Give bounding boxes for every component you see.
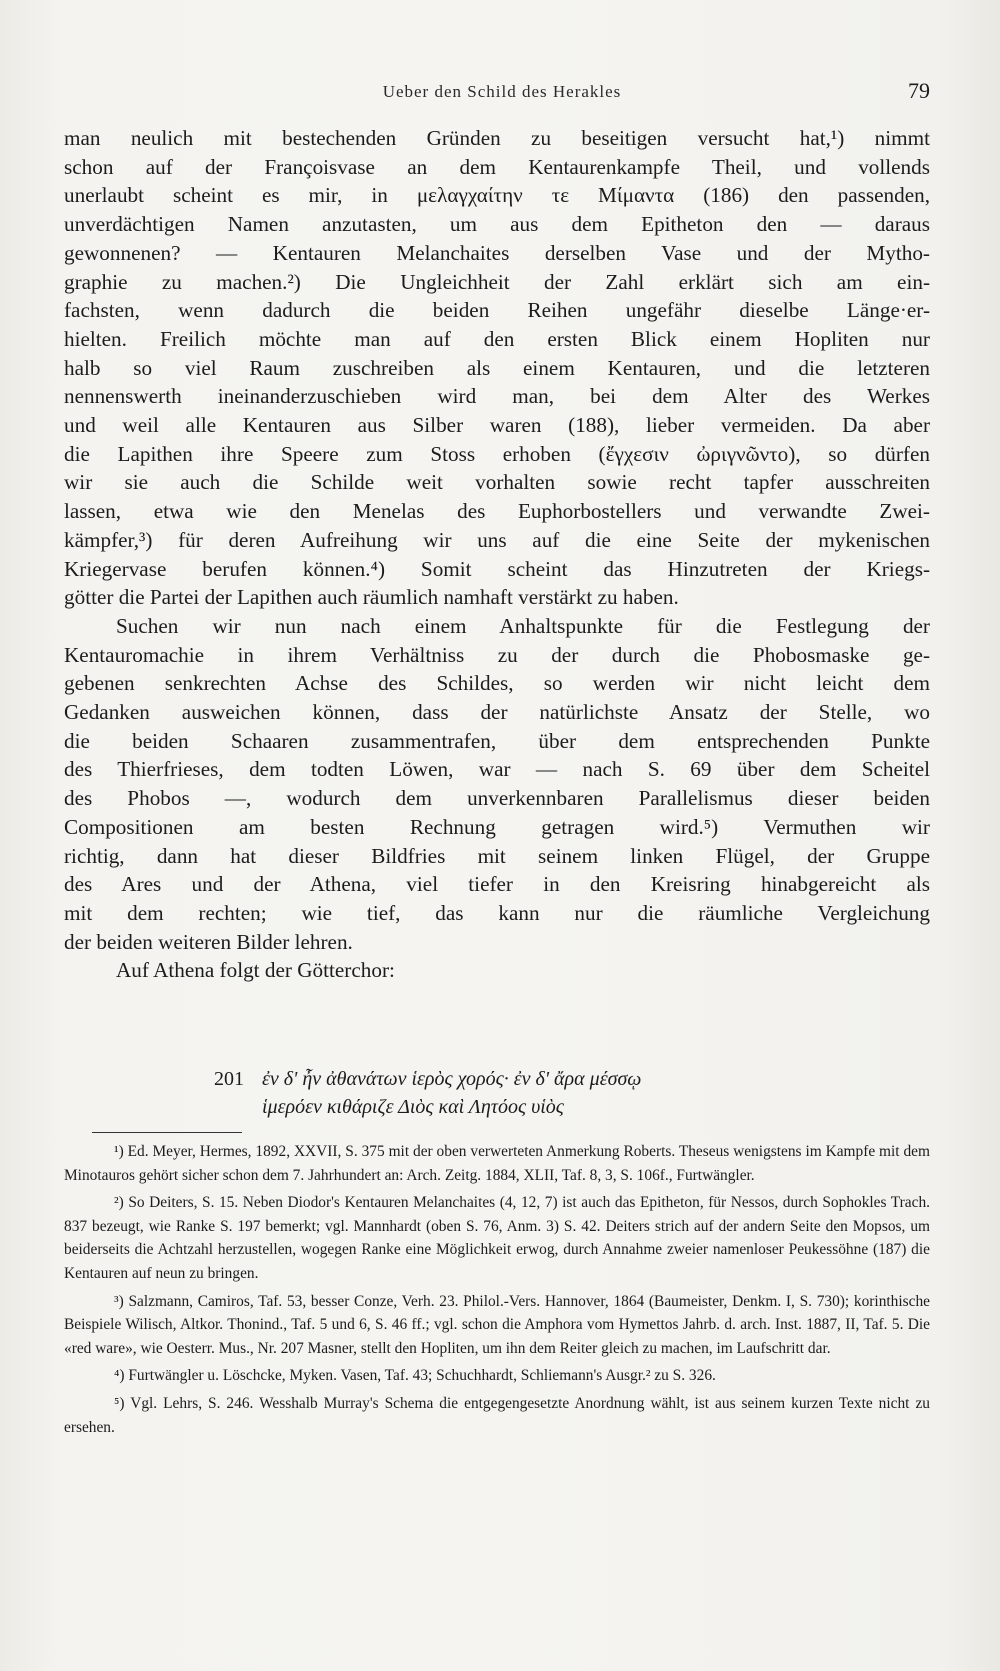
text-line: Gedanken ausweichen können, dass der natürlichste Ansatz der Stelle, wo — [64, 700, 930, 725]
verse-number: 201 — [214, 1068, 244, 1090]
text-line: schon auf der Françoisvase an dem Kentaurenkampfe Theil, und vollends — [64, 154, 930, 179]
text-line: mit dem rechten; wie tief, das kann nur die räumliche Vergleichung — [64, 900, 930, 925]
text-line: gewonnenen? — Kentauren Melanchaites derselben Vase und der Mytho- — [64, 240, 930, 265]
text-line: unverdächtigen Namen anzutasten, um aus dem Epitheton den — daraus — [64, 212, 930, 237]
text-line: graphie zu machen.²) Die Ungleichheit der Zahl erklärt sich am ein- — [64, 269, 930, 294]
footnote-text: Salzmann, Camiros, Taf. 53, besser Conze, Verh. 23. Philol.-Vers. Hannover, 1864 (Baumeister, Denkm. I, S. 730); korinthische Beispiele Wilisch, Altkor. Thonind., Taf. 5 und 6, S. 46 ff.; vgl. schon die Amphora vom Hymettos Jahrb. d. arch. Inst. 1887, II, Taf. 5. Die «red ware», wie Oesterr. Mus., Nr. 207 Masner, stellt den Hopliten, um ihn dem Reiter gleich zu machen, im Laufschritt dar. — [64, 1292, 930, 1357]
verse-line-2: ἱμερόεν κιθάριζε Διὸς καὶ Λητόος υἱὸς — [262, 1096, 564, 1118]
page-header — [64, 78, 940, 114]
text-line: halb so viel Raum zuschreiben als einem Kentauren, und die letzteren — [64, 355, 930, 380]
greek-verse-quotation — [214, 1065, 854, 1121]
text-line: Compositionen am besten Rechnung getragen wird.⁵) Vermuthen wir — [64, 814, 930, 839]
text-line: die beiden Schaaren zusammentrafen, über dem entsprechenden Punkte — [64, 728, 930, 753]
verse-text: ἐν δ' ἦν ἀθανάτων ἱερὸς χορός· ἐν δ' ἄρα μέσσῳ — [262, 1068, 642, 1090]
text-line: unerlaubt scheint es mir, in μελαγχαίτην τε Μίμαντα (186) den passenden, — [64, 183, 930, 208]
footnote-5 — [64, 1392, 930, 1439]
text-line: des Phobos —, wodurch dem unverkennbaren Parallelismus dieser beiden — [64, 786, 930, 811]
running-head: Ueber den Schild des Herakles — [382, 82, 622, 101]
footnote-4 — [64, 1364, 930, 1388]
page-number: 79 — [908, 78, 930, 103]
text-line: lassen, etwa wie den Menelas des Euphorbostellers und verwandte Zwei- — [64, 499, 930, 524]
footnote-text: Vgl. Lehrs, S. 246. Wesshalb Murray's Schema die entgegengesetzte Anordnung wählt, ist aus seinem kurzen Texte nicht zu ersehen. — [64, 1394, 930, 1436]
text-line: wir sie auch die Schilde weit vorhalten sowie recht tapfer ausschreiten — [64, 470, 930, 495]
verse-line-1 — [214, 1065, 854, 1093]
text-line: hielten. Freilich möchte man auf den ersten Blick einem Hopliten nur — [64, 326, 930, 351]
footnote-separator — [92, 1132, 242, 1133]
text-line: die Lapithen ihre Speere zum Stoss erhoben (ἔγχεσιν ὠριγνῶντο), so dürfen — [64, 441, 930, 466]
footnote-2 — [64, 1191, 930, 1285]
text-line: götter die Partei der Lapithen auch räumlich namhaft verstärkt zu haben. — [64, 585, 679, 610]
text-line: des Ares und der Athena, viel tiefer in den Kreisring hinabgereicht als — [64, 872, 930, 897]
footnote-text: So Deiters, S. 15. Neben Diodor's Kentauren Melanchaites (4, 12, 7) ist auch das Epitheton, für Nessos, durch Sophokles Trach. 837 bezeugt, wie Ranke S. 197 bemerkt; vgl. Mannhardt (oben S. 76, Anm. 3) S. 42. Deiters strich auf der andern Seite den Mopsos, um beiderseits die Achtzahl herzustellen, wogegen Ranke eine Möglichkeit erwog, durch Annahme zweier namenloser Peukessöhne (187) die Kentauren auf neun zu bringen. — [64, 1194, 930, 1282]
footnote-marker: ⁴) — [114, 1367, 125, 1385]
footnote-1 — [64, 1140, 930, 1187]
text-line: man neulich mit bestechenden Gründen zu beseitigen versucht hat,¹) nimmt — [64, 126, 930, 150]
text-line: Auf Athena folgt der Götterchor: — [116, 958, 395, 983]
footnote-marker: ¹) — [114, 1143, 124, 1160]
text-line: Suchen wir nun nach einem Anhaltspunkte für die Festlegung der — [116, 613, 930, 638]
footnote-marker: ³) — [114, 1292, 124, 1310]
text-line: Kentauromachie in ihrem Verhältniss zu der durch die Phobosmaske ge- — [64, 642, 930, 667]
footnote-marker: ²) — [114, 1194, 124, 1212]
footnote-marker: ⁵) — [114, 1394, 125, 1412]
body-text — [64, 124, 930, 985]
footnote-3 — [64, 1290, 930, 1361]
text-line: des Thierfrieses, dem todten Löwen, war — nach S. 69 über dem Scheitel — [64, 757, 930, 782]
text-line: Kriegervase berufen können.⁴) Somit scheint das Hinzutreten der Kriegs- — [64, 556, 930, 581]
text-line: richtig, dann hat dieser Bildfries mit seinem linken Flügel, der Gruppe — [64, 843, 930, 868]
footnotes — [64, 1140, 930, 1443]
footnote-text: Furtwängler u. Löschcke, Myken. Vasen, Taf. 43; Schuchhardt, Schliemann's Ausgr.² zu S. 326. — [128, 1367, 716, 1385]
text-line: und weil alle Kentauren aus Silber waren (188), lieber vermeiden. Da aber — [64, 413, 930, 438]
text-line: nennenswerth ineinanderzuschieben wird man, bei dem Alter des Werkes — [64, 384, 930, 409]
text-line: der beiden weiteren Bilder lehren. — [64, 929, 353, 954]
text-line: fachsten, wenn dadurch die beiden Reihen ungefähr dieselbe Länge·er- — [64, 298, 930, 323]
text-line: kämpfer,³) für deren Aufreihung wir uns auf die eine Seite der mykenischen — [64, 527, 930, 552]
text-line: gebenen senkrechten Achse des Schildes, so werden wir nicht leicht dem — [64, 671, 930, 696]
footnote-text: Ed. Meyer, Hermes, 1892, XXVII, S. 375 mit der oben verwerteten Anmerkung Roberts. Theseus wenigstens im Kampfe mit dem Minotauros gehört sicher schon dem 7. Jahrhundert an: Arch. Zeitg. 1884, XLII, Taf. 8, 3, S. 106f., Furtwängler. — [64, 1143, 930, 1184]
